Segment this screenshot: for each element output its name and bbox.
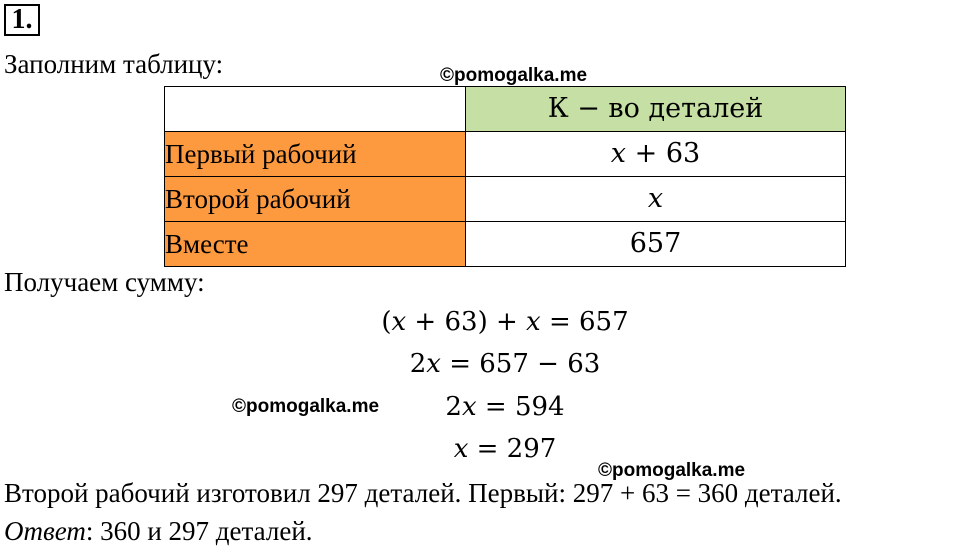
answer-line: [4, 515, 313, 547]
sum-label: Получаем сумму:: [4, 267, 205, 297]
row-value-together: 657: [466, 222, 846, 267]
watermark-middle: ©pomogalka.me: [232, 396, 380, 417]
answer-label: Ответ: [4, 516, 86, 546]
row-value-first-worker: x + 63: [466, 132, 846, 177]
row-label-together: Вместе: [165, 222, 466, 267]
table-row: [165, 132, 846, 177]
equation-3: 2x = 594: [445, 392, 565, 422]
table-header-row: [165, 87, 846, 132]
table-row: [165, 222, 846, 267]
row-label-second-worker: Второй рабочий: [165, 177, 466, 222]
watermark-bottom: ©pomogalka.me: [598, 460, 746, 481]
table-column-header: К − во деталей: [466, 87, 846, 132]
problem-number: 1.: [4, 4, 40, 36]
equation-1: (x + 63) + x = 657: [381, 307, 629, 337]
table-corner-cell: [165, 87, 466, 132]
data-table: [164, 86, 846, 267]
answer-text: : 360 и 297 деталей.: [85, 516, 313, 546]
row-value-second-worker: x: [466, 177, 846, 222]
equation-4: x = 297: [453, 434, 557, 464]
intro-text: Заполним таблицу:: [4, 49, 224, 79]
watermark-top: ©pomogalka.me: [440, 65, 588, 86]
row-label-first-worker: Первый рабочий: [165, 132, 466, 177]
table-row: [165, 177, 846, 222]
equation-2: 2x = 657 − 63: [409, 349, 601, 379]
conclusion-text: Второй рабочий изготовил 297 деталей. Первый: 297 + 63 = 360 деталей.: [4, 478, 842, 508]
